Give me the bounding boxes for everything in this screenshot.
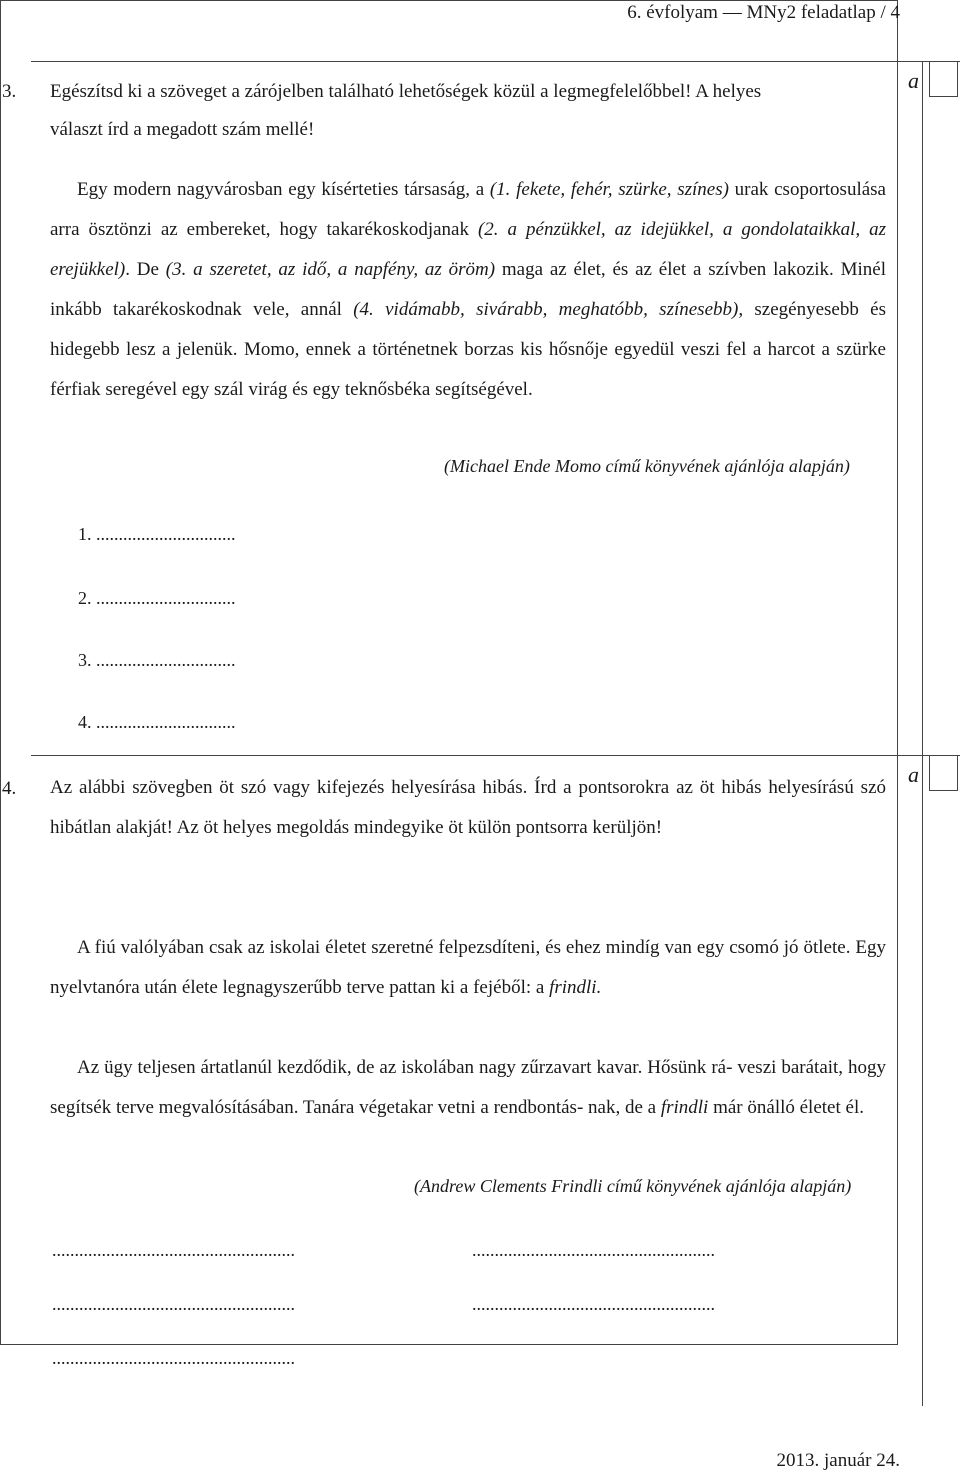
task4-answer-2[interactable]: ...................................................... xyxy=(472,1240,715,1260)
task3-score-label: a xyxy=(908,68,919,93)
page-footer-date: 2013. január 24. xyxy=(776,1450,900,1471)
task4-answer-3[interactable]: ...................................................... xyxy=(52,1294,295,1314)
task3-number: 3. xyxy=(2,81,17,102)
task3-instruction-line1: Egészítsd ki a szöveget a zárójelben található lehetőségek közül a legmegfelelőbbel! A helyes xyxy=(50,81,762,102)
task3-answer-3[interactable]: 3. ............................... xyxy=(78,650,236,670)
task3-text-3: . De xyxy=(125,259,166,280)
task4-passage-2 xyxy=(50,1048,886,1128)
task3-text-4: maga az élet, és az élet a szívben lakozik. Minél inkább takarékoskodnak vele, annál xyxy=(50,259,886,320)
task3-instruction-line2: választ írd a megadott szám mellé! xyxy=(50,119,315,140)
task3-answer-4[interactable]: 4. ............................... xyxy=(78,712,236,732)
task3-passage xyxy=(50,170,886,410)
task3-option-1: (1. fekete, fehér, szürke, színes) xyxy=(489,179,729,200)
task4-p1-title: frindli. xyxy=(549,977,602,998)
task4-number: 4. xyxy=(2,778,17,799)
task4-p2-title: frindli xyxy=(660,1097,709,1118)
task3-top-rule xyxy=(31,61,960,62)
task3-text-5: szegényesebb és hidegebb lesz a jelenük. Momo, ennek a történetnek borzas kis hősnője egyedül veszi fel a harcot a szürke férfiak seregével egy szál virág és egy teknősbéka segítségével. xyxy=(50,299,886,400)
task4-answer-1[interactable]: ...................................................... xyxy=(52,1240,295,1260)
task4-p2-end: már önálló életet él. xyxy=(708,1097,864,1118)
task4-source: (Andrew Clements Frindli című könyvének ajánlója alapján) xyxy=(414,1176,852,1196)
score-column-divider xyxy=(922,61,923,1406)
task4-top-rule xyxy=(31,755,960,756)
task4-answer-4[interactable]: ...................................................... xyxy=(472,1294,715,1314)
task4-score-box[interactable] xyxy=(929,755,958,791)
task4-p1-text: A fiú valólyában csak az iskolai életet szeretné felpezsdíteni, és ehez mindíg van egy csomó jó ötlete. Egy nyelvtanóra után élete legnagyszerűbb terve pattan ki a fejéből: a xyxy=(50,937,886,998)
task3-source: (Michael Ende Momo című könyvének ajánlója alapján) xyxy=(444,456,850,476)
task3-answer-2[interactable]: 2. ............................... xyxy=(78,588,236,608)
task4-instruction: Az alábbi szövegben öt szó vagy kifejezés helyesírása hibás. Írd a pontsorokra az öt hibás helyesírású szó hibátlan alakját! Az öt helyes megoldás mindegyike öt külön pontsorra kerüljön! xyxy=(50,777,886,838)
task4-p2-text: Az ügy teljesen ártatlanúl kezdődik, de az iskolában nagy zűrzavart kavar. Hősünk rá- veszi barátait, hogy segítsék terve megvalósításában. Tanára végetakar vetni a rendbontás- nak, de a xyxy=(50,1057,886,1118)
task3-option-2: (2. a pénzükkel, az idejükkel, a gondolataikkal, az erejükkel) xyxy=(50,219,886,280)
task4-answer-5[interactable]: ...................................................... xyxy=(52,1348,295,1368)
task3-option-3: (3. a szeretet, az idő, a napfény, az öröm) xyxy=(165,259,496,280)
task3-text-1: Egy modern nagyvárosban egy kísérteties társaság, a xyxy=(77,179,490,200)
task3-answer-1[interactable]: 1. ............................... xyxy=(78,524,236,544)
task3-option-4: (4. vidámabb, sivárabb, meghatóbb, színesebb), xyxy=(353,299,744,320)
task4-score-label: a xyxy=(908,762,919,787)
page-header: 6. évfolyam — MNy2 feladatlap / 4 xyxy=(627,2,900,23)
task4-passage-1 xyxy=(50,928,886,1008)
task3-text-2: urak csoportosulása arra ösztönzi az embereket, hogy takarékoskodjanak xyxy=(50,179,886,240)
task3-score-box[interactable] xyxy=(929,61,958,97)
